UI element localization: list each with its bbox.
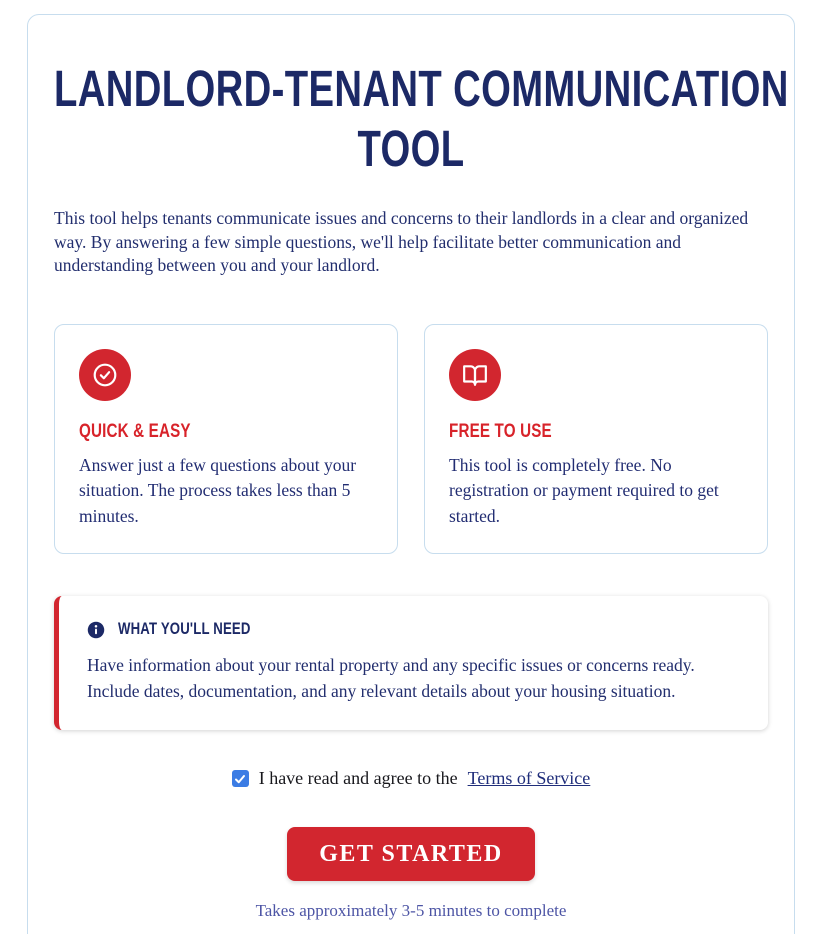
feature-body: This tool is completely free. No registration or payment required to get started. [449, 454, 719, 526]
feature-cards [54, 324, 768, 555]
checkmark-icon [234, 773, 246, 785]
consent-label: I have read and agree to the [258, 768, 458, 788]
feature-heading: QUICK & EASY [79, 420, 191, 442]
feature-card-free-to-use [424, 324, 768, 555]
info-icon [87, 621, 105, 639]
page-title-line2: TOOL [357, 120, 465, 177]
what-you-need-box [54, 596, 768, 730]
feature-heading: FREE TO USE [449, 420, 552, 442]
book-open-icon [449, 349, 501, 401]
info-box-body: Have information about your rental property and any specific issues or concerns ready. Include dates, documentation, and any relevant details about your housing situation. [87, 655, 695, 701]
intro-paragraph: This tool helps tenants communicate issues and concerns to their landlords in a clear and organized way. By answering a few simple questions, we'll help facilitate better communication and understanding between you and your landlord. [54, 208, 749, 275]
get-started-button[interactable]: GET STARTED [287, 827, 535, 881]
main-card [27, 14, 795, 934]
page-title [54, 59, 789, 179]
consent-row [54, 768, 768, 789]
feature-card-quick-easy [54, 324, 398, 555]
check-circle-icon [79, 349, 131, 401]
info-box-heading: WHAT YOU'LL NEED [118, 620, 251, 638]
terms-checkbox[interactable] [232, 770, 249, 787]
duration-note: Takes approximately 3-5 minutes to complete [255, 901, 567, 920]
terms-of-service-link[interactable]: Terms of Service [467, 768, 591, 788]
feature-body: Answer just a few questions about your situation. The process takes less than 5 minutes. [79, 454, 357, 526]
page-title-line1: LANDLORD-TENANT COMMUNICATION [54, 60, 789, 117]
